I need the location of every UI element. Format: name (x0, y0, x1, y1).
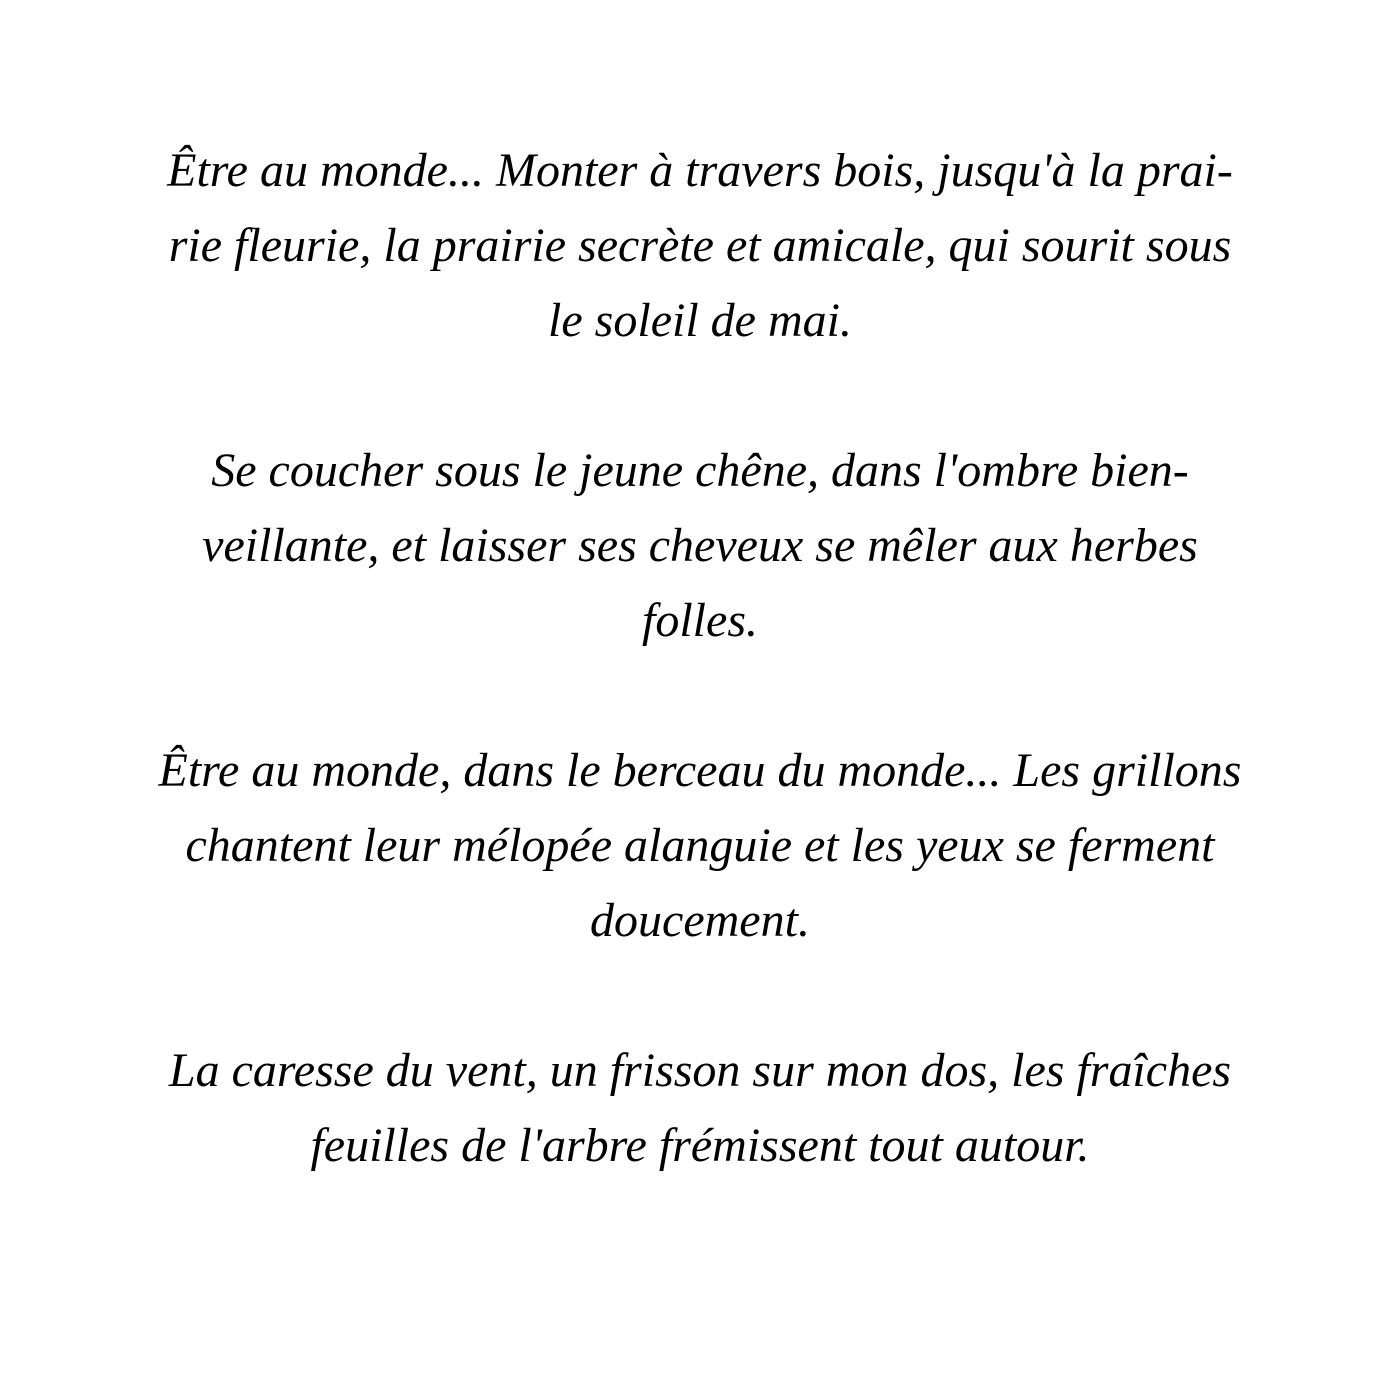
stanza-line: rie fleurie, la prairie secrète et amicale, qui sourit sous (168, 219, 1232, 272)
stanza-3 (100, 733, 1300, 1033)
stanza-line: doucement. (590, 894, 810, 947)
stanza-4 (100, 1033, 1300, 1333)
stanza-line: feuilles de l'arbre frémissent tout autour. (310, 1119, 1090, 1172)
stanza-line: veillante, et laisser ses cheveux se mêler aux herbes (202, 519, 1198, 572)
poem-text (100, 133, 1300, 1333)
stanza-line: Être au monde... Monter à travers bois, jusqu'à la prai- (167, 144, 1233, 197)
stanza-line: Se coucher sous le jeune chêne, dans l'ombre bien- (211, 444, 1189, 497)
stanza-line: le soleil de mai. (548, 294, 852, 347)
stanza-line: chantent leur mélopée alanguie et les yeux se ferment (185, 819, 1215, 872)
stanza-line: La caresse du vent, un frisson sur mon dos, les fraîches (168, 1044, 1232, 1097)
stanza-1 (100, 133, 1300, 433)
stanza-line: Être au monde, dans le berceau du monde... Les grillons (158, 744, 1242, 797)
stanza-2 (100, 433, 1300, 733)
stanza-line: folles. (642, 594, 758, 647)
